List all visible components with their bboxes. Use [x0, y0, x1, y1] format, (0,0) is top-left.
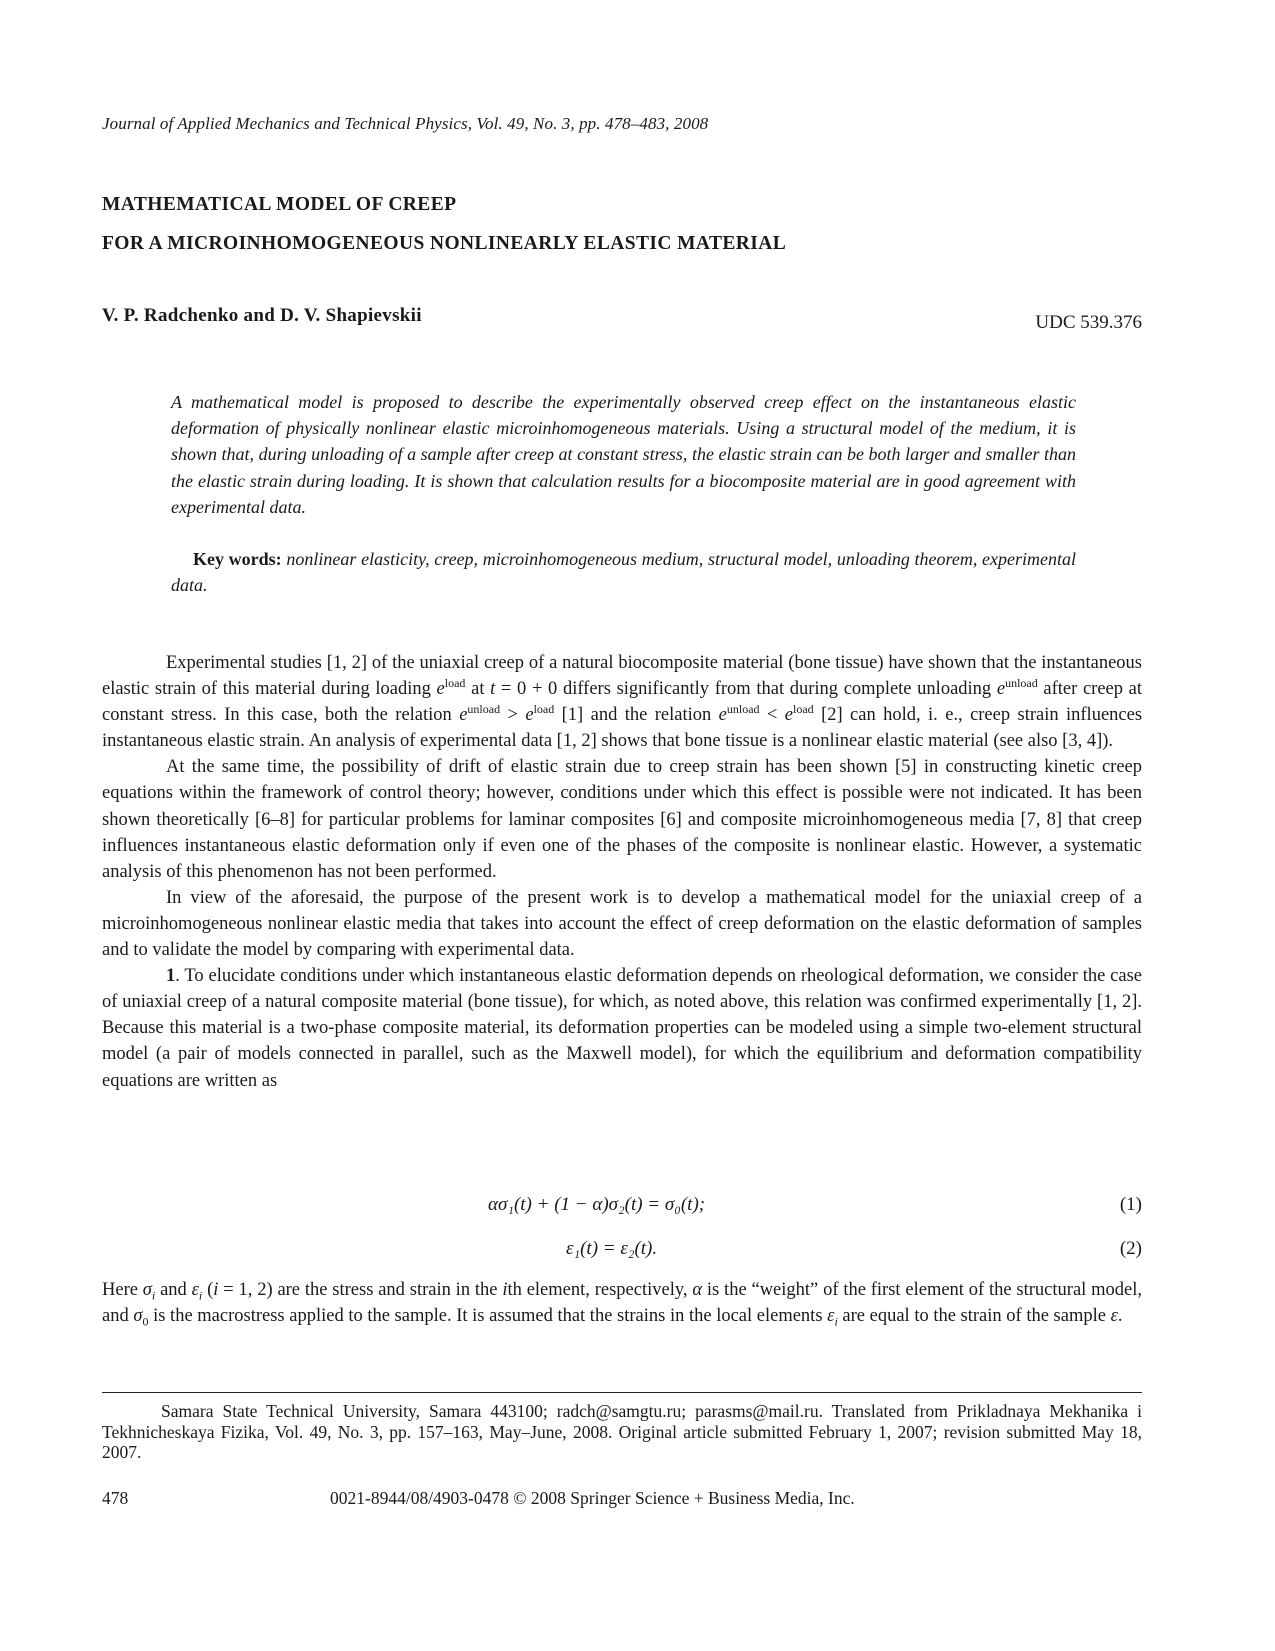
page-number: 478	[102, 1488, 129, 1508]
body-text-block-2	[102, 1277, 1142, 1329]
paragraph-5: Here $\sigma_i$ and $\varepsilon_i$ (i = 1, 2) are the stress and strain in the ith element, respectively, α is the “weight” of the first element of the structural model, and $\sigma_0$ is the macrostress applied to the sample. It is assumed that the strains in the local elements $\varepsilon_i$ are equal to the strain of the sample ε.	[102, 1280, 1142, 1329]
paragraph-2: At the same time, the possibility of drift of elastic strain due to creep strain has been shown [5] in constructing kinetic creep equations within the framework of control theory; however, conditions under which this effect is possible were not indicated. It has been shown theoretically [6–8] for particular problems for laminar composites [6] and composite microinhomogeneous media [7, 8] that creep influences instantaneous elastic deformation only if even one of the phases of the composite is nonlinear elastic. However, a systematic analysis of this phenomenon has not been performed.	[102, 757, 1142, 882]
authors: V. P. Radchenko and D. V. Shapievskii	[102, 305, 422, 326]
equation-2: ε₁(t) = ε₂(t).	[566, 1238, 658, 1259]
title-line-2: FOR A MICROINHOMOGENEOUS NONLINEARLY ELASTIC MATERIAL	[102, 233, 787, 254]
footnote: Samara State Technical University, Samara 443100; radch@samgtu.ru; parasms@mail.ru. Translated from Prikladnaya Mekhanika i Tekhnicheskaya Fizika, Vol. 49, No. 3, pp. 157–163, May–June, 2008. Original article submitted February 1, 2007; revision submitted May 18, 2007.	[102, 1401, 1142, 1462]
equation-1: ασ₁(t) + (1 − α)σ₂(t) = σ₀(t);	[488, 1194, 706, 1215]
body-text-block-1	[102, 650, 1142, 1094]
paragraph-3: In view of the aforesaid, the purpose of the present work is to develop a mathematical model for the uniaxial creep of a microinhomogeneous nonlinear elastic media that takes into account the effect of creep deformation on the elastic deformation of samples and to validate the model by comparing with experimental data.	[102, 887, 1142, 961]
title-line-1: MATHEMATICAL MODEL OF CREEP	[102, 194, 457, 215]
section-number: 1	[166, 966, 176, 987]
footnote-rule	[102, 1392, 1142, 1393]
copyright-line: 0021-8944/08/4903-0478 © 2008 Springer Science + Business Media, Inc.	[330, 1488, 855, 1508]
equation-2-number: (2)	[1119, 1238, 1142, 1259]
equation-1-number: (1)	[1119, 1194, 1142, 1215]
abstract: A mathematical model is proposed to describe the experimentally observed creep effect on the instantaneous elastic deformation of physically nonlinear elastic microinhomogeneous materials. Using a structural model of the medium, it is shown that, during unloading of a sample after creep at constant stress, the elastic strain can be both larger and smaller than the elastic strain during loading. It is shown that calculation results for a biocomposite material are in good agreement with experimental data.	[171, 392, 1076, 517]
udc-code: UDC 539.376	[1035, 312, 1142, 333]
journal-header: Journal of Applied Mechanics and Technical Physics, Vol. 49, No. 3, pp. 478–483, 2008	[102, 114, 709, 133]
keywords-text: nonlinear elasticity, creep, microinhomogeneous medium, structural model, unloading theorem, experimental data.	[171, 549, 1076, 596]
keywords-label: Key words:	[193, 549, 282, 569]
paragraph-4: 1. To elucidate conditions under which instantaneous elastic deformation depends on rheological deformation, we consider the case of uniaxial creep of a natural composite material (bone tissue), for which, as noted above, this relation was confirmed experimentally [1, 2]. Because this material is a two-phase composite material, its deformation properties can be modeled using a simple two-element structural model (a pair of models connected in parallel, such as the Maxwell model), for which the equilibrium and deformation compatibility equations are written as	[102, 966, 1142, 1091]
keywords	[171, 546, 1076, 598]
paragraph-1: Experimental studies [1, 2] of the uniaxial creep of a natural biocomposite material (bone tissue) have shown that the instantaneous elastic strain of this material during loading $e^{load}$ at t = 0 + 0 differs significantly from that during complete unloading $e^{unload}$ after creep at constant stress. In this case, both the relation $e^{unload} > e^{load}$ [1] and the relation $e^{unload} < e^{load}$ [2] can hold, i. e., creep strain influences instantaneous elastic strain. An analysis of experimental data [1, 2] shows that bone tissue is a nonlinear elastic material (see also [3, 4]).	[102, 653, 1143, 752]
